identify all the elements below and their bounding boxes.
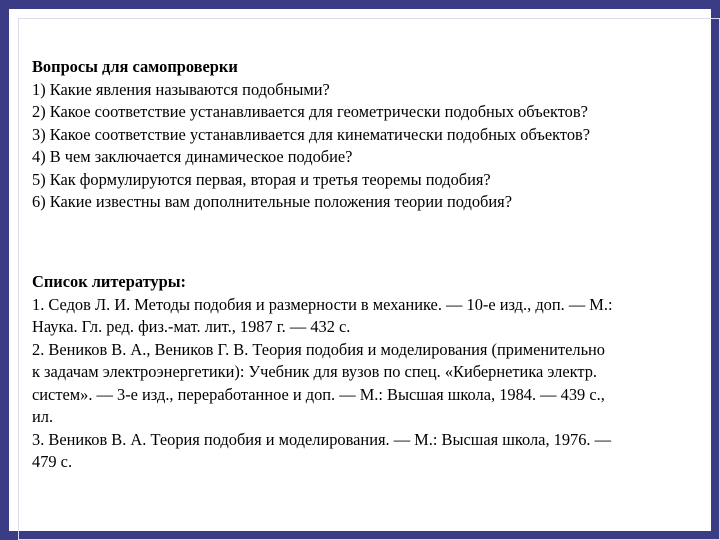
reference-item	[32, 429, 684, 474]
question-item: 1) Какие явления называются подобными?	[32, 79, 330, 99]
reference-line: систем». — 3-е изд., переработанное и доп. — М.: Высшая школа, 1984. — 439 с.,	[32, 384, 605, 404]
reference-line: Наука. Гл. ред. физ.-мат. лит., 1987 г. — 432 с.	[32, 317, 351, 336]
references-section	[32, 271, 684, 474]
question-item: 6) Какие известны вам дополнительные положения теории подобия?	[32, 192, 512, 211]
self-check-questions	[32, 56, 684, 214]
question-item: 5) Как формулируются первая, вторая и третья теоремы подобия?	[32, 169, 491, 189]
reference-line: 479 с.	[32, 452, 73, 471]
question-item: 3) Какое соответствие устанавливается для кинематически подобных объектов?	[32, 124, 591, 144]
references-title: Список литературы:	[32, 272, 186, 291]
reference-line: 1. Седов Л. И. Методы подобия и размерности в механике. — 10-е изд., доп. — М.:	[32, 294, 613, 314]
reference-line: 2. Веников В. А., Веников Г. В. Теория подобия и моделирования (применительно	[32, 339, 606, 359]
questions-title: Вопросы для самопроверки	[32, 57, 238, 76]
reference-item	[32, 339, 684, 429]
reference-line: 3. Веников В. А. Теория подобия и моделирования. — М.: Высшая школа, 1976. —	[32, 429, 612, 449]
question-item: 4) В чем заключается динамическое подобие?	[32, 147, 353, 166]
reference-line: к задачам электроэнергетики): Учебник для вузов по спец. «Кибернетика электр.	[32, 362, 598, 381]
reference-item	[32, 294, 684, 339]
question-item: 2) Какое соответствие устанавливается для геометрически подобных объектов?	[32, 102, 588, 121]
reference-line: ил.	[32, 407, 54, 426]
